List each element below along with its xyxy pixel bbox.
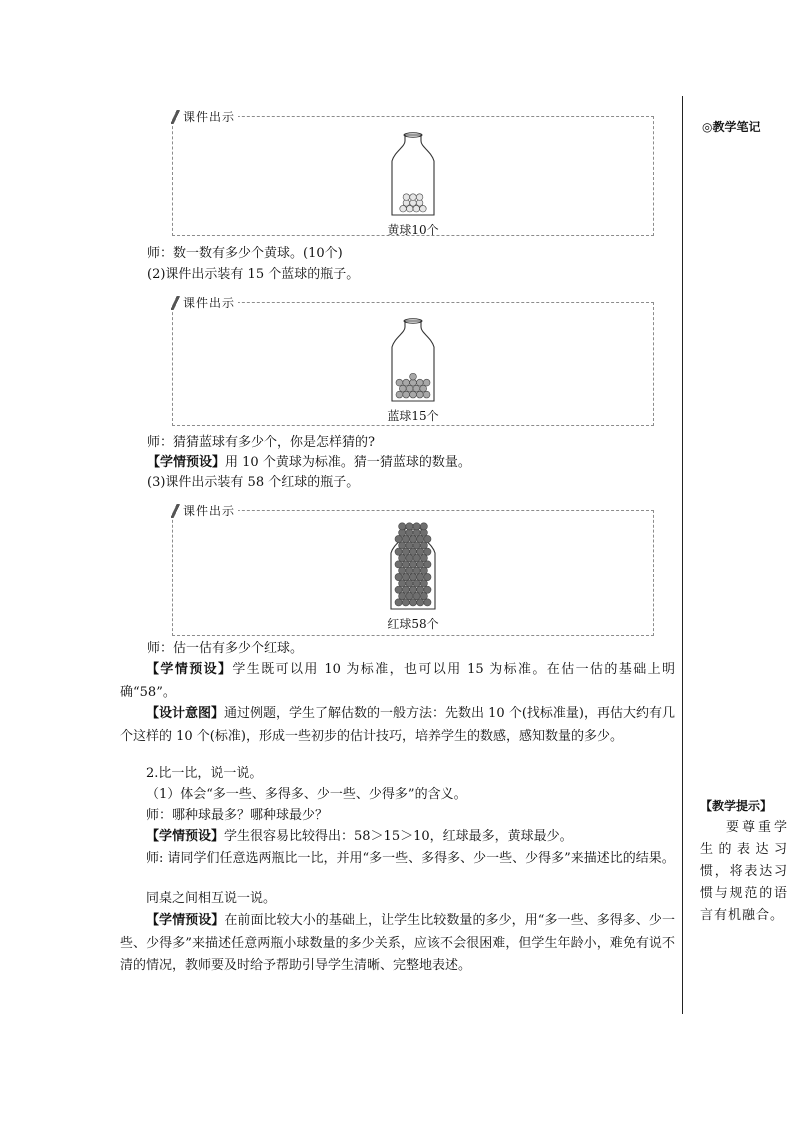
text-body: 在前面比较大小的基础上，让学生比较数量的多少，用“多一些、多得多、少一些、少得多”来描述任意两瓶小球数量的多少关系，应该不会很困难，但学生年龄小，难免有说不清的情况，教师要及时给予帮助引导学生清晰、完整地表述。: [120, 913, 675, 973]
ball: [402, 573, 409, 580]
ball: [399, 567, 406, 574]
paragraph: 2.比一比，说一说。: [146, 766, 263, 781]
ball: [410, 373, 417, 380]
ball: [413, 385, 420, 392]
ball: [403, 391, 410, 398]
ball: [420, 523, 427, 530]
ball: [402, 599, 409, 606]
ball: [424, 535, 431, 542]
ball: [413, 554, 420, 561]
text-body: 学生很容易比较得出：58＞15＞10，红球最多，黄球最少。: [224, 829, 573, 844]
ball: [420, 542, 427, 549]
ball: [420, 385, 427, 392]
tag-label: 【学情预设】: [147, 455, 226, 470]
paragraph: [120, 659, 675, 704]
ball: [402, 535, 409, 542]
ball: [406, 567, 413, 574]
ball: [395, 573, 402, 580]
text-line: 师：估一估有多少个红球。: [147, 641, 304, 656]
ball: [413, 542, 420, 549]
ball: [396, 391, 403, 398]
ball: [399, 542, 406, 549]
ball: [417, 535, 424, 542]
paragraph: （1）体会“多一些、多得多、少一些、少得多”的含义。: [146, 787, 467, 802]
ball: [409, 548, 416, 555]
ball: [424, 561, 431, 568]
ball: [399, 385, 406, 392]
yellow-ball-jar: [383, 129, 443, 219]
ball: [413, 567, 420, 574]
ball: [416, 391, 423, 398]
ball: [410, 391, 417, 398]
jar-caption: 蓝球15个: [387, 409, 439, 423]
ball: [396, 379, 403, 386]
ball: [409, 586, 416, 593]
paragraph: 师: 请同学们任意选两瓶比一比，并用“多一些、多得多、少一些、少得多”来描述比的结果。: [146, 851, 675, 866]
ball: [402, 586, 409, 593]
ball: [406, 523, 413, 530]
paragraph: [120, 910, 675, 978]
ball: [395, 586, 402, 593]
jar-figure: [383, 315, 443, 424]
tag-label: 【学情预设】: [146, 829, 225, 844]
ball: [413, 205, 420, 212]
courseware-panel-yellow: [172, 110, 654, 237]
ball: [402, 561, 409, 568]
ball: [395, 548, 402, 555]
courseware-panel-red: [172, 504, 654, 636]
ball: [406, 580, 413, 587]
ball: [417, 548, 424, 555]
ball: [424, 586, 431, 593]
ball: [399, 580, 406, 587]
blue-ball-jar: [383, 315, 443, 405]
text-body: 通过例题，学生了解估数的一般方法：先数出 10 个(找标准量)，再估大约有几个这样的 10 个(标准)，形成一些初步的估计技巧，培养学生的数感，感知数量的多少。: [120, 706, 675, 744]
teaching-tip: [700, 795, 788, 927]
paragraph: 同桌之间相互说一说。: [146, 891, 277, 906]
ball: [417, 599, 424, 606]
ball: [413, 523, 420, 530]
jar-caption: 黄球10个: [387, 223, 439, 237]
paragraph: 师：哪种球最多？哪种球最少？: [146, 808, 329, 823]
courseware-panel-blue: [172, 296, 654, 426]
ball: [395, 535, 402, 542]
ball: [413, 592, 420, 599]
panel-tag: 课件出示: [169, 294, 238, 311]
ball: [417, 561, 424, 568]
notes-title: ◎教学笔记: [702, 120, 761, 134]
text-line: 师：猜猜蓝球有多少个，你是怎样猜的?: [147, 435, 375, 450]
ball: [409, 561, 416, 568]
ball: [399, 523, 406, 530]
panel-tag: 课件出示: [169, 502, 238, 519]
ball: [406, 385, 413, 392]
tag-label: 【学情预设】: [146, 913, 225, 928]
ball: [403, 379, 410, 386]
ball: [420, 580, 427, 587]
ball: [399, 592, 406, 599]
text-line: [147, 452, 675, 474]
ball: [416, 194, 423, 201]
text-line: (3)课件出示装有 58 个红球的瓶子。: [147, 475, 360, 490]
ball: [420, 592, 427, 599]
ball: [410, 194, 417, 201]
ball: [413, 580, 420, 587]
ball: [420, 554, 427, 561]
red-ball-jar: [381, 521, 445, 613]
text-line: (2)课件出示装有 15 个蓝球的瓶子。: [147, 267, 360, 282]
tag-label: 【学情预设】: [146, 662, 233, 677]
ball: [406, 205, 413, 212]
ball: [402, 548, 409, 555]
ball: [417, 573, 424, 580]
ball: [406, 554, 413, 561]
ball: [409, 599, 416, 606]
tag-label: 【设计意图】: [146, 706, 225, 721]
ball: [417, 586, 424, 593]
ball: [409, 535, 416, 542]
tip-title: 【教学提示】: [700, 799, 773, 813]
paragraph: [120, 703, 675, 748]
panel-tag: 课件出示: [169, 108, 238, 125]
paragraph: [120, 826, 675, 849]
ball: [423, 391, 430, 398]
ball: [409, 573, 416, 580]
ball: [403, 194, 410, 201]
ball: [423, 379, 430, 386]
jar-figure: [383, 129, 443, 238]
ball: [420, 205, 427, 212]
text-body: 学生既可以用 10 为标准，也可以用 15 为标准。在估一估的基础上明确“58”。: [120, 662, 675, 700]
ball: [406, 542, 413, 549]
ball: [424, 548, 431, 555]
ball: [424, 573, 431, 580]
tip-text: 要尊重学生的表达习惯，将表达习惯与规范的语言有机融合。: [700, 820, 788, 923]
text-line: 师：数一数有多少个黄球。(10个): [147, 246, 343, 261]
ball: [420, 567, 427, 574]
ball: [416, 379, 423, 386]
ball: [424, 599, 431, 606]
ball: [406, 592, 413, 599]
jar-caption: 红球58个: [387, 617, 439, 631]
text-body: 用 10 个黄球为标准。猜一猜蓝球的数量。: [225, 455, 471, 470]
ball: [395, 561, 402, 568]
ball: [395, 599, 402, 606]
jar-figure: [381, 521, 445, 632]
ball: [399, 554, 406, 561]
margin-divider: [682, 96, 683, 1014]
ball: [400, 205, 407, 212]
